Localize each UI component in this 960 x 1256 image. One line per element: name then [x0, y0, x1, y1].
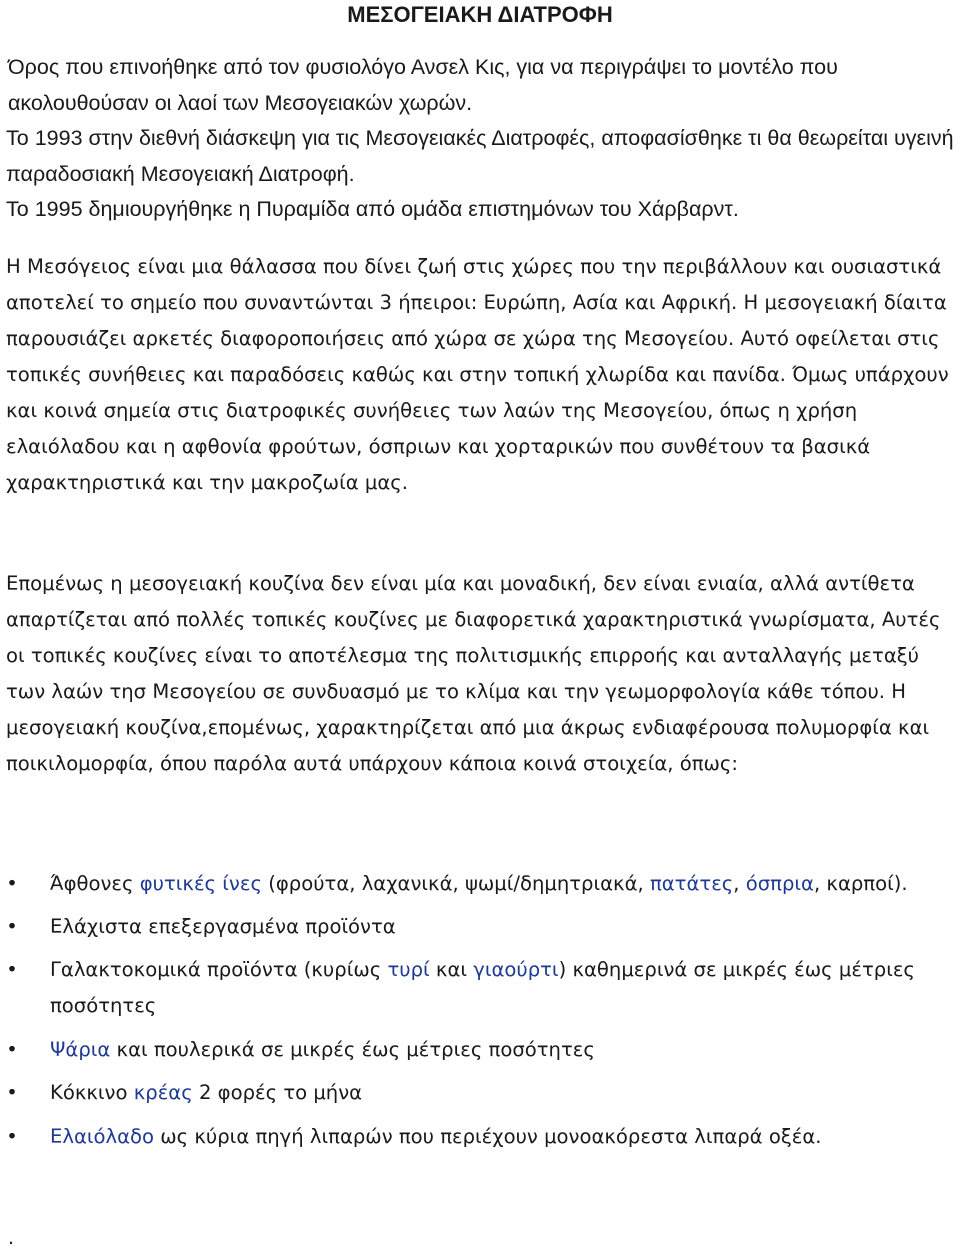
- intro-line-1995: Το 1995 δημιουργήθηκε η Πυραμίδα από ομάδα επιστημόνων του Χάρβαρντ.: [6, 197, 739, 221]
- bullet-icon: •: [6, 1038, 18, 1061]
- list-item-text: Άφθονες: [50, 872, 140, 895]
- bullet-icon: •: [6, 958, 18, 981]
- link-cheese[interactable]: τυρί: [387, 958, 430, 981]
- paragraph-mediterranean-sea: Η Μεσόγειος είναι μια θάλασσα που δίνει ζωή στις χώρες που την περιβάλλουν και ουσιαστικά αποτελεί το σημείο που συναντώνται 3 ήπειροι: Ευρώπη, Ασία και Αφρική. Η μεσογειακή δίαιτα παρουσιάζει αρκετές διαφοροποιήσεις από χώρα σε χώρα της Μεσογείου. Αυτό οφείλεται στις τοπικές συνήθειες και παραδόσεις καθώς και στην τοπική χλωρίδα και πανίδα. Όμως υπάρχουν και κοινά σημεία στις διατροφικές συνήθειες των λαών της Μεσογείου, όπως η χρήση ελαιόλαδου και η αφθονία φρούτων, όσπριων και χορταρικών που συνθέτουν τα βασικά χαρακτηριστικά και την μακροζωία μας.: [6, 255, 949, 494]
- list-item-text: ) καθημερινά σε μικρές έως μέτριες ποσότητες: [50, 958, 915, 1017]
- intro-block: [6, 50, 956, 228]
- list-item: [0, 1032, 960, 1068]
- link-legumes[interactable]: όσπρια: [745, 872, 814, 895]
- list-item-text: και: [429, 958, 474, 981]
- link-olive-oil[interactable]: Ελαιόλαδο: [50, 1125, 154, 1148]
- link-fish[interactable]: Ψάρια: [50, 1038, 111, 1061]
- trailing-mark: .: [8, 1227, 15, 1249]
- bullet-icon: •: [6, 915, 18, 938]
- list-item: [0, 952, 960, 1024]
- list-item-text: (φρούτα, λαχανικά, ψωμί/δημητριακά,: [261, 872, 650, 895]
- list-item: [0, 1075, 960, 1111]
- intro-line-1993: Το 1993 στην διεθνή διάσκεψη για τις Μεσογειακές Διατροφές, αποφασίσθηκε τι θα θεωρείται υγεινή παραδοσιακή Μεσογειακή Διατροφή.: [6, 126, 954, 186]
- bullet-icon: •: [6, 872, 18, 895]
- list-item-text: 2 φορές το μήνα: [192, 1081, 363, 1104]
- list-item-text: Γαλακτοκομικά προϊόντα (κυρίως: [50, 958, 388, 981]
- list-item-text: και πουλερικά σε μικρές έως μέτριες ποσότητες: [110, 1038, 595, 1061]
- page-title: ΜΕΣΟΓΕΙΑΚΗ ΔΙΑΤΡΟΦΗ: [347, 2, 613, 27]
- common-elements-list: [0, 866, 960, 1155]
- bullet-icon: •: [6, 1081, 18, 1104]
- list-item: [0, 866, 960, 902]
- list-item-text: Ελάχιστα επεξεργασμένα προϊόντα: [50, 915, 396, 938]
- list-item: [0, 909, 960, 945]
- link-fiber[interactable]: φυτικές ίνες: [139, 872, 262, 895]
- link-meat[interactable]: κρέας: [133, 1081, 193, 1104]
- list-item: [0, 1119, 960, 1155]
- intro-line-definition: Όρος που επινοήθηκε από τον φυσιολόγο Ανσελ Κις, για να περιγράψει το μοντέλο που ακολουθούσαν οι λαοί των Μεσογειακών χωρών.: [8, 55, 838, 115]
- paragraph-mediterranean-cuisine: Επομένως η μεσογειακή κουζίνα δεν είναι μία και μοναδική, δεν είναι ενιαία, αλλά αντίθετα απαρτίζεται από πολλές τοπικές κουζίνες με διαφορετικά χαρακτηριστικά γνωρίσματα, Αυτές οι τοπικές κουζίνες είναι το αποτέλεσμα της πολιτισμικής επιρροής και ανταλλαγής μεταξύ των λαών τησ Μεσογείου σε συνδυασμό με το κλίμα και την γεωμορφολογία κάθε τόπου. Η μεσογειακή κουζίνα,επομένως, χαρακτηρίζεται από μια άκρως ενδιαφέρουσα πολυμορφία και ποικιλομορφία, όπου παρόλα αυτά υπάρχουν κάποια κοινά στοιχεία, όπως:: [6, 572, 941, 775]
- list-item-text: ως κύρια πηγή λιπαρών που περιέχουν μονοακόρεστα λιπαρά οξέα.: [154, 1125, 822, 1148]
- list-item-text: ,: [733, 872, 746, 895]
- list-item-text: Κόκκινο: [50, 1081, 134, 1104]
- link-potatoes[interactable]: πατάτες: [649, 872, 734, 895]
- list-item-text: , καρποί).: [813, 872, 908, 895]
- bullet-icon: •: [6, 1125, 18, 1148]
- link-yogurt[interactable]: γιαούρτι: [473, 958, 559, 981]
